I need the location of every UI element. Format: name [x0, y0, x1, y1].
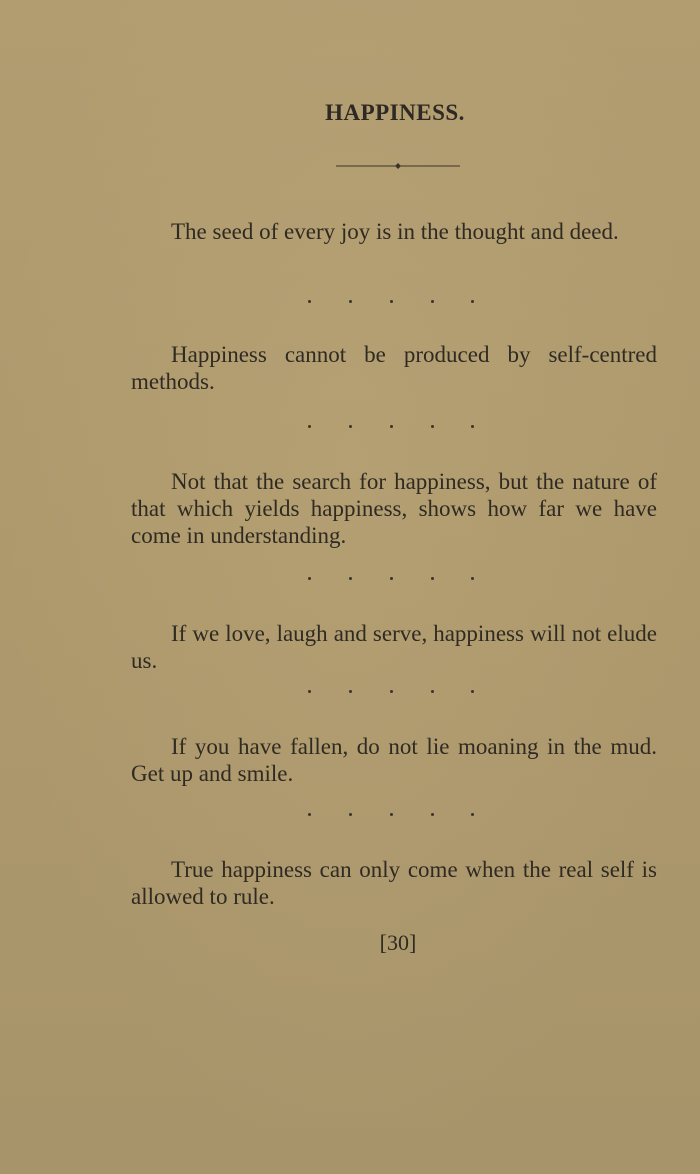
title-ornament	[336, 160, 460, 172]
paragraph-3	[131, 468, 657, 549]
paragraph-2-text: Happiness cannot be produced by self-centred methods.	[131, 342, 657, 394]
paragraph-4	[131, 620, 657, 674]
paragraph-4-text: If we love, laugh and serve, happiness will not elude us.	[131, 621, 657, 673]
separator-dots	[298, 425, 484, 435]
paragraph-1-text: The seed of every joy is in the thought and deed.	[171, 219, 619, 244]
paragraph-5	[131, 733, 657, 787]
paragraph-3-text: Not that the search for happiness, but the nature of that which yields happiness, shows how far we have come in understanding.	[131, 469, 657, 548]
page-number: [30]	[379, 930, 417, 955]
separator-dots	[298, 577, 484, 587]
separator-dots	[298, 300, 484, 310]
paragraph-5-text: If you have fallen, do not lie moaning in the mud. Get up and smile.	[131, 734, 657, 786]
page-title: HAPPINESS.	[325, 100, 465, 125]
separator-dots	[298, 813, 484, 823]
paragraph-2	[131, 341, 657, 395]
separator-dots	[298, 690, 484, 700]
paragraph-6-text: True happiness can only come when the real self is allowed to rule.	[131, 857, 657, 909]
paragraph-6	[131, 856, 657, 910]
paragraph-1	[131, 218, 657, 245]
